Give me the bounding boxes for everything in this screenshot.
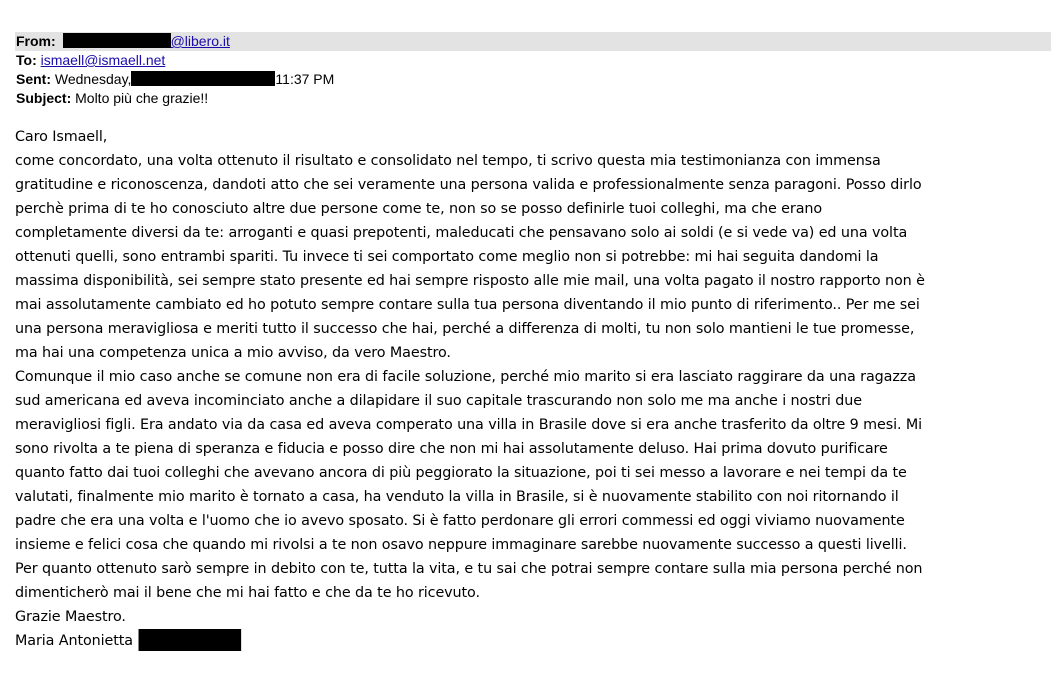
body-line: sud americana ed aveva incominciato anche a dilapidare il suo capitale trascurando non solo me ma anche i nostri due: [15, 393, 862, 409]
sent-day: Wednesday,: [54, 71, 132, 87]
body-line: insieme e felici cosa che quando mi rivolsi a te non osavo neppure immaginare sarebbe nuovamente successo a questi livelli.: [15, 537, 907, 553]
subject-row: [15, 89, 1051, 108]
sent-label: Sent:: [16, 71, 51, 87]
redacted-surname: [138, 629, 241, 651]
signature-name: Maria Antonietta: [15, 633, 133, 649]
body-line: ma hai una competenza unica a mio avviso, da vero Maestro.: [15, 345, 451, 361]
body-line: Caro Ismaell,: [15, 129, 108, 145]
body-line: mai assolutamente cambiato ed ho potuto sempre contare sulla tua persona diventando il mio punto di riferimento.. Per me sei: [15, 297, 920, 313]
body-line: massima disponibilità, sei sempre stato presente ed hai sempre risposto alle mie mail, una volta pagato il nostro rapporto non è: [15, 273, 925, 289]
body-line: sono rivolta a te piena di speranza e fiducia e posso dire che non mi hai assolutamente deluso. Hai prima dovuto purificare: [15, 441, 888, 457]
sent-row: [15, 70, 1051, 89]
body-line: meravigliosi figli. Era andato via da casa ed aveva comperato una villa in Brasile dove si era anche trasferito da oltre 9 mesi. Mi: [15, 417, 923, 433]
to-row: [15, 51, 1051, 70]
body-line: gratitudine e riconoscenza, dandoti atto che sei veramente una persona valida e professionalmente senza paragoni. Posso dirlo: [15, 177, 922, 193]
from-address-link[interactable]: @libero.it: [170, 33, 230, 49]
body-line: padre che era una volta e l'uomo che io avevo sposato. Si è fatto perdonare gli errori commessi ed oggi viviamo nuovamente: [15, 513, 905, 529]
redacted-sent-date: [131, 71, 275, 86]
redacted-from-user: [63, 33, 171, 48]
subject-label: Subject:: [16, 90, 72, 106]
body-line: Comunque il mio caso anche se comune non era di facile soluzione, perché mio marito si era lasciato raggirare da una ragazza: [15, 369, 916, 385]
body-line: una persona meravigliosa e meriti tutto il successo che hai, perché a differenza di molti, tu non solo mantieni le tue promesse,: [15, 321, 915, 337]
sent-time: 11:37 PM: [275, 71, 335, 87]
body-line: come concordato, una volta ottenuto il risultato e consolidato nel tempo, ti scrivo questa mia testimonianza con immensa: [15, 153, 881, 169]
body-line: ottenuti quelli, sono entrambi spariti. Tu invece ti sei comportato come meglio non si potrebbe: mi hai seguita dandomi la: [15, 249, 879, 265]
body-line: Per quanto ottenuto sarò sempre in debito con te, tutta la vita, e tu sai che potrai sempre contare sulla mia persona perché non: [15, 561, 923, 577]
body-line: completamente diversi da te: arroganti e quasi prepotenti, maleducati che pensavano solo ai soldi (e si vede va) ed una volta: [15, 225, 908, 241]
body-line: dimenticherò mai il bene che mi hai fatto e che da te ho ricevuto.: [15, 585, 480, 601]
from-label: From:: [16, 33, 56, 49]
signature-line: [15, 629, 1051, 653]
to-label: To:: [16, 52, 37, 68]
from-row: [15, 32, 1051, 51]
body-line: Grazie Maestro.: [15, 609, 126, 625]
subject-text: Molto più che grazie!!: [75, 90, 209, 106]
email-header: [15, 32, 1051, 108]
to-address-link[interactable]: ismaell@ismaell.net: [40, 52, 166, 68]
body-line: quanto fatto dai tuoi colleghi che avevano ancora di più peggiorato la situazione, poi ti sei messo a lavorare e nei tempi da te: [15, 465, 907, 481]
body-line: valutati, finalmente mio marito è tornato a casa, ha venduto la villa in Brasile, si è nuovamente stabilito con noi ritornando il: [15, 489, 899, 505]
body-line: perchè prima di te ho conosciuto altre due persone come te, non so se posso definirle tuoi colleghi, ma che erano: [15, 201, 823, 217]
email-body: [15, 125, 1055, 653]
